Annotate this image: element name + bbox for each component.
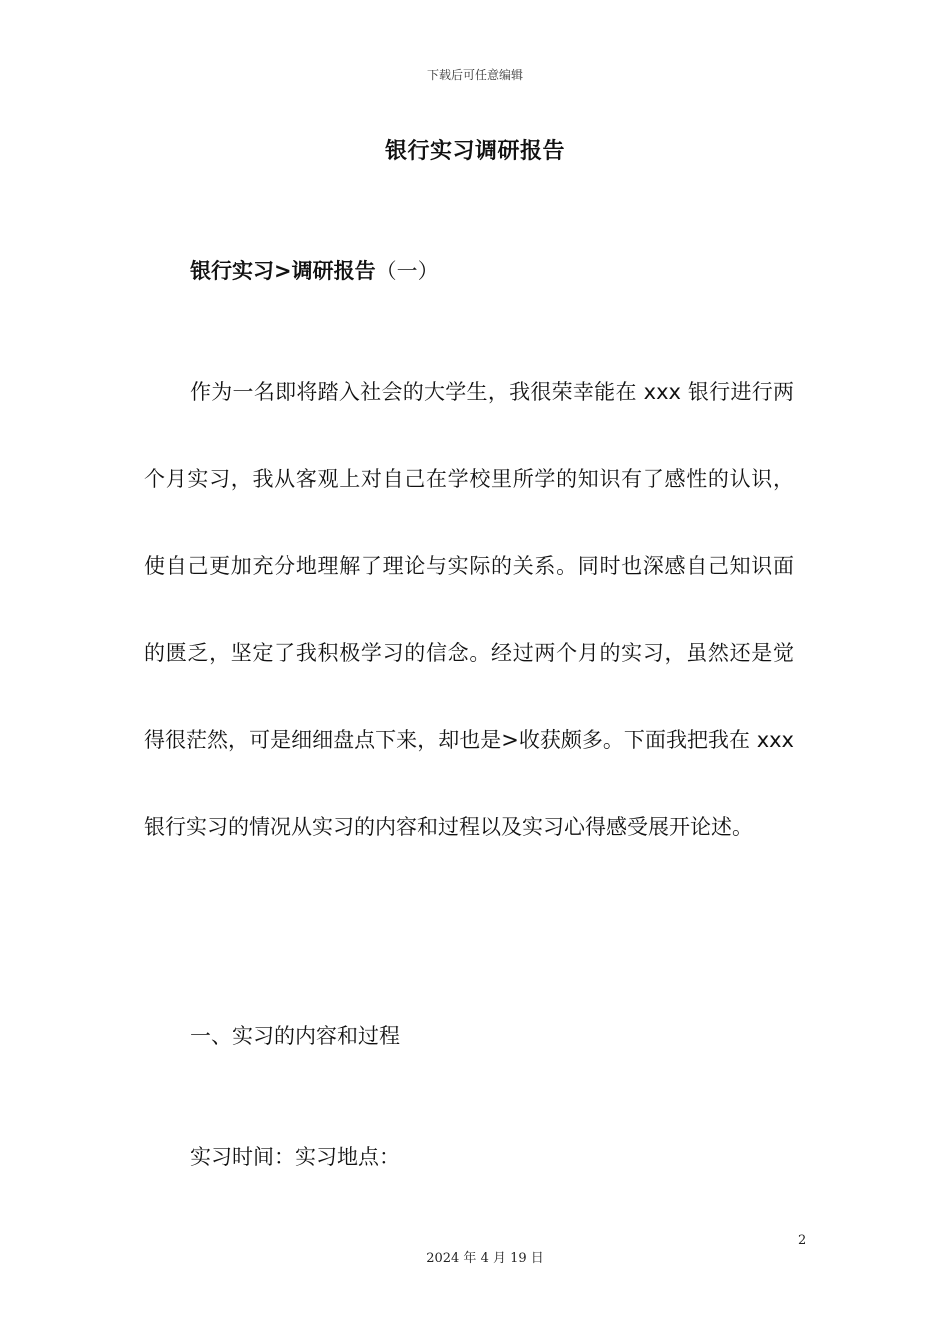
section-heading (190, 255, 439, 285)
page-number: 2 (798, 1233, 807, 1248)
subheading-time-location: 实习时间：实习地点： (190, 1145, 400, 1169)
subheading-content-process: 一、实习的内容和过程 (190, 1024, 400, 1048)
header-note: 下载后可任意编辑 (426, 68, 523, 82)
document-title: 银行实习调研报告 (384, 139, 565, 164)
footer-date: 2024 年 4 月 19 日 (426, 1251, 544, 1266)
section-heading-suffix: （一） (375, 259, 439, 283)
section-heading-text: 银行实习>调研报告 (190, 259, 376, 283)
body-paragraph: 作为一名即将踏入社会的大学生，我很荣幸能在 xxx 银行进行两个月实习，我从客观上对自己在学校里所学的知识有了感性的认识，使自己更加充分地理解了理论与实际的关系。同时也深感自己知识面的匮乏，坚定了我积极学习的信念。经过两个月的实习，虽然还是觉得很茫然，可是细细盘点下来，却也是>收获颇多。下面我把我在 xxx 银行实习的情况从实习的内容和过程以及实习心得感受展开论述。 (144, 380, 794, 839)
